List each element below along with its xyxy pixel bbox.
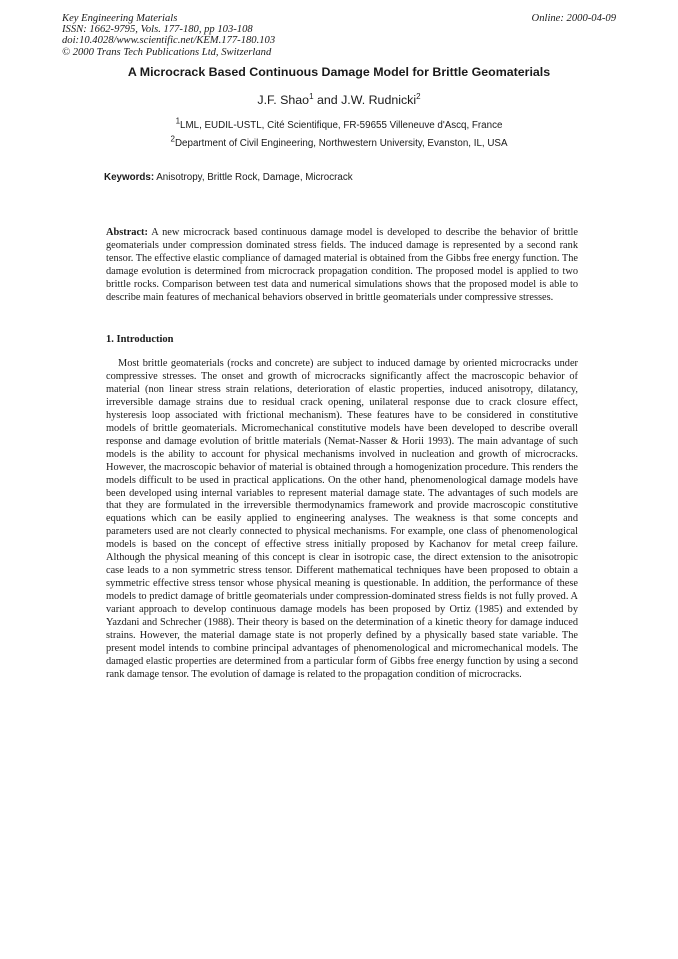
author-line [0, 93, 678, 107]
introduction-paragraph: Most brittle geomaterials (rocks and concrete) are subject to induced damage by oriented microcracks under compressive stresses. The onset and growth of microcracks significantly affect the macroscopic behavior of material (non linear stress strain relations, deterioration of elastic properties, induced anisotropy, dilatancy, irreversible damage strains due to residual crack opening, unilateral response due to crack closure effect, hysteresis loop associated with frictional mechanism). These features have to be considered in constitutive models of brittle geomaterials. Micromechanical constitutive models have been developed to describe overall response and damage evolution of brittle materials (Nemat-Nasser & Horii 1993). The main advantage of such models is the ability to account for physical mechanisms involved in nucleation and growth of microcracks. However, the macroscopic behavior of material is obtained through a homogenization procedure. This renders the models difficult to be used in practical applications. On the other hand, phenomenological damage models have been developed using internal variables to represent material damage state. The advantages of such models are that they are formulated in the irreversible thermodynamics framework and provide macroscopic constitutive equations which can be easily applied to engineering analyses. The weakness is that some concepts and parameters used are not clearly connected to physical mechanisms. For example, one class of phenomenological models is based on the concept of effective stress initially proposed by Kachanov for metal creep failure. Although the physical meaning of this concept is clear in isotropic case, the direct extension to the anisotropic case leads to a non symmetric stress tensor. Different mathematical techniques have been proposed to obtain a symmetric effective stress tensor whose physical meaning is questionable. In addition, the performance of these models to predict damage of brittle geomaterials under compression-dominated stress fields is not fully proved. A variant approach to develop continuous damage models has been proposed by Ortiz (1985) and extended by Yazdani and Schrecher (1988). Their theory is based on the determination of a kinetic theory for damage induced strains. However, the material damage state is not properly defined by a physically based state variable. The present model intends to combine principal advantages of phenomenological and micromechanical models. The damaged elastic properties are determined from a particular form of Gibbs free energy function by using a second rank damage tensor. The evolution of damage is related to the propagation condition of microcracks. [106, 358, 578, 680]
author-1-mark: 1 [309, 91, 314, 101]
affiliation-1-text: LML, EUDIL-USTL, Cité Scientifique, FR-59655 Villeneuve d'Ascq, France [180, 120, 503, 131]
copyright-line: © 2000 Trans Tech Publications Ltd, Switzerland [62, 46, 272, 58]
issn-line: ISSN: 1662-9795, Vols. 177-180, pp 103-108 [62, 24, 253, 36]
section-heading-introduction: 1. Introduction [106, 334, 174, 345]
online-date: Online: 2000-04-09 [531, 13, 616, 24]
keywords-text: Anisotropy, Brittle Rock, Damage, Microcrack [154, 172, 353, 183]
affiliation-2 [0, 134, 678, 149]
author-2-mark: 2 [416, 91, 421, 101]
keywords-label: Keywords: [104, 172, 155, 183]
affiliation-2-text: Department of Civil Engineering, Northwestern University, Evanston, IL, USA [174, 138, 508, 149]
journal-header [62, 13, 275, 58]
author-connector: and [313, 93, 342, 107]
abstract [106, 227, 578, 305]
journal-name: Key Engineering Materials [62, 13, 178, 24]
author-2: J.W. Rudnicki [341, 93, 417, 107]
affiliation-2-mark: 2 [170, 134, 175, 144]
abstract-text: A new microcrack based continuous damage model is developed to describe the behavior of brittle geomaterials under compression dominated stress fields. The induced damage is represented by a second rank tensor. The effective elastic compliance of damaged material is obtained from the Gibbs free energy function. The damage evolution is determined from microcrack propagation condition. The proposed model is applied to two brittle rocks. Comparison between test data and numerical simulations shows that the proposed model is able to describe main features of mechanical behaviors observed in brittle geomaterials under compressive stresses. [106, 227, 578, 303]
affiliation-1 [0, 116, 678, 131]
affiliation-1-mark: 1 [175, 116, 181, 126]
abstract-label: Abstract: [106, 227, 148, 238]
keywords [104, 172, 353, 183]
doi-line: doi:10.4028/www.scientific.net/KEM.177-180.103 [62, 35, 276, 47]
paper-title: A Microcrack Based Continuous Damage Model for Brittle Geomaterials [127, 65, 551, 79]
author-1: J.F. Shao [257, 93, 310, 107]
